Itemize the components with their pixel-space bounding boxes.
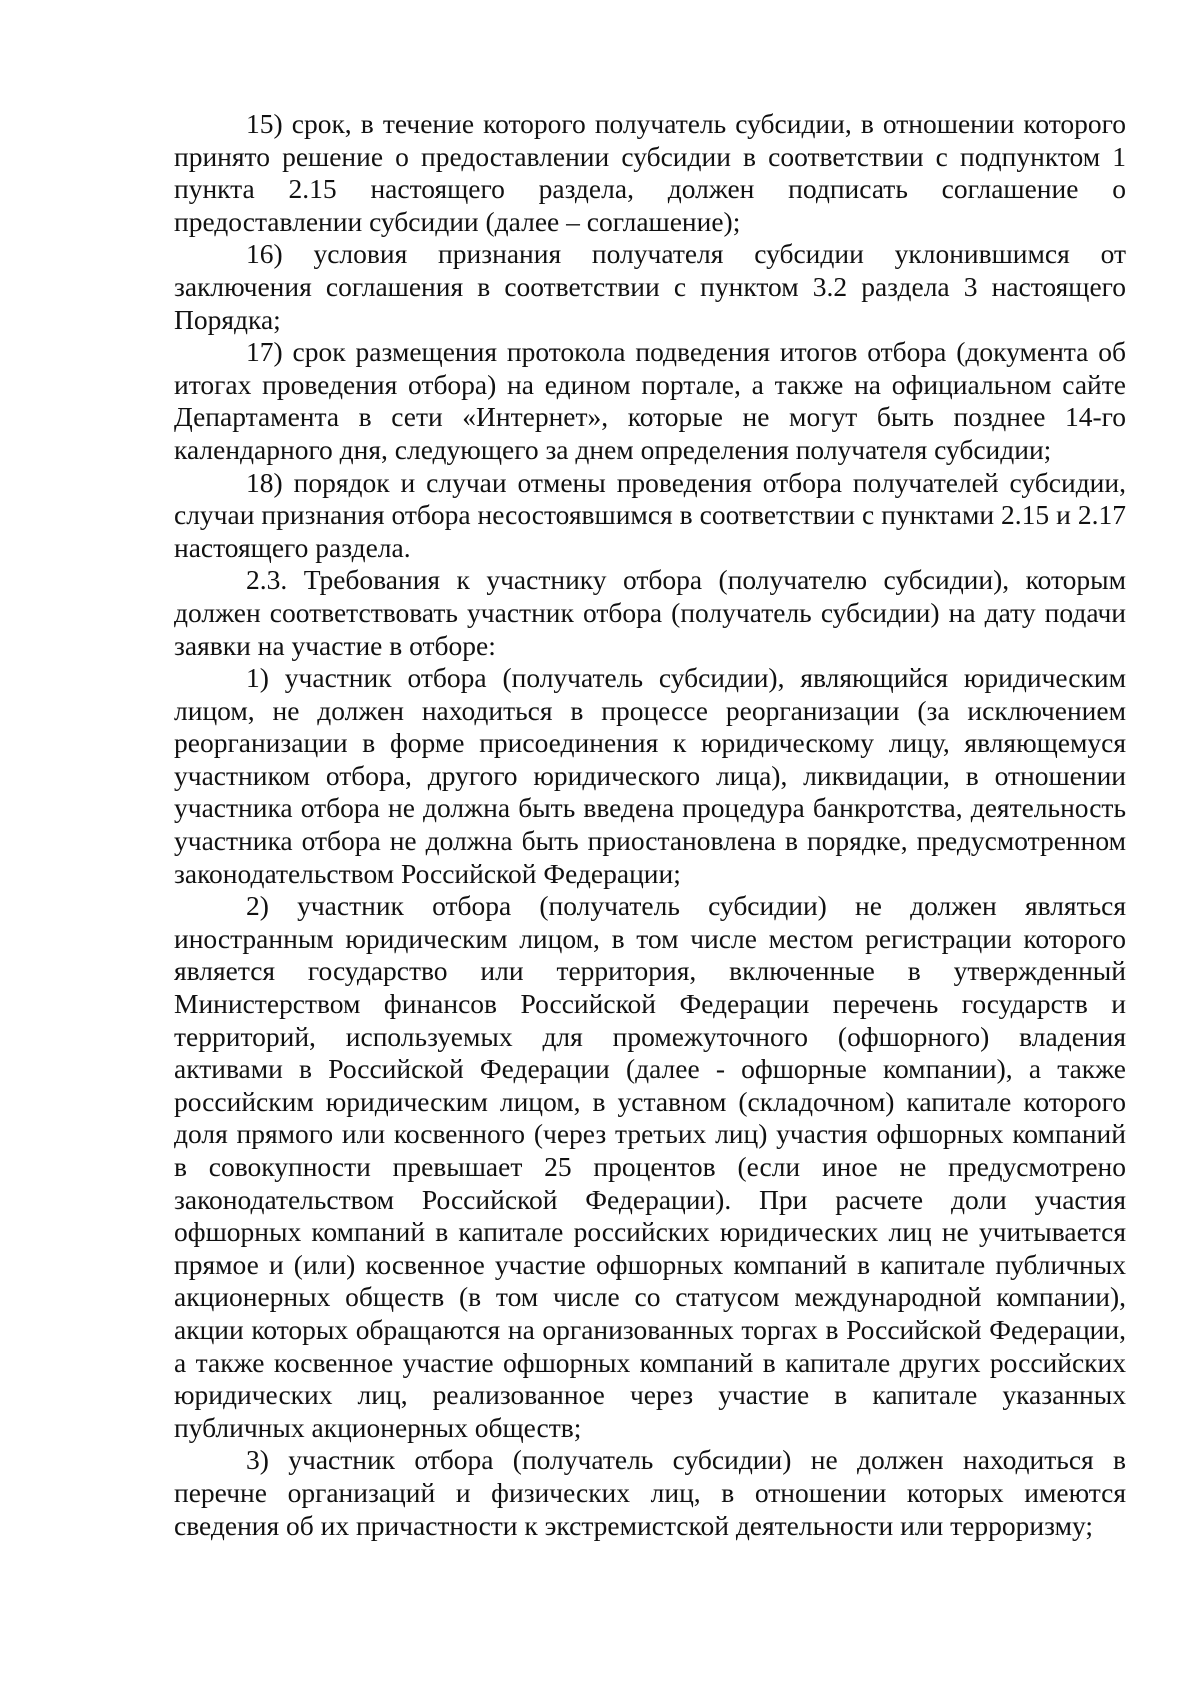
paragraph-requirement-1: 1) участник отбора (получатель субсидии), являющийся юридическим лицом, не должен находиться в процессе реорганизации (за исключением реорганизации в форме присоединения к юридическому лицу, являющемуся участником отбора, другого юридического лица), ликвидации, в отношении участника отбора не должна быть введена процедура банкротства, деятельность участника отбора не должна быть приостановлена в порядке, предусмотренном законодательством Российской Федерации; (174, 662, 1126, 889)
paragraph-item-15: 15) срок, в течение которого получатель субсидии, в отношении которого принято решение о предоставлении субсидии в соответствии с подпунктом 1 пункта 2.15 настоящего раздела, должен подписать соглашение о предоставлении субсидии (далее – соглашение); (174, 108, 1126, 237)
paragraph-requirement-3: 3) участник отбора (получатель субсидии) не должен находиться в перечне организаций и физических лиц, в отношении которых имеются сведения об их причастности к экстремистской деятельности или терроризму; (174, 1444, 1126, 1541)
paragraph-requirement-2: 2) участник отбора (получатель субсидии) не должен являться иностранным юридическим лицом, в том числе местом регистрации которого является государство или территория, включенные в утвержденный Министерством финансов Российской Федерации перечень государств и территорий, используемых для промежуточного (офшорного) владения активами в Российской Федерации (далее - офшорные компании), а также российским юридическим лицом, в уставном (складочном) капитале которого доля прямого или косвенного (через третьих лиц) участия офшорных компаний в совокупности превышает 25 процентов (если иное не предусмотрено законодательством Российской Федерации). При расчете доли участия офшорных компаний в капитале российских юридических лиц не учитывается прямое и (или) косвенное участие офшорных компаний в капитале публичных акционерных обществ (в том числе со статусом международной компании), акции которых обращаются на организованных торгах в Российской Федерации, а также косвенное участие офшорных компаний в капитале других российских юридических лиц, реализованное через участие в капитале указанных публичных акционерных обществ; (174, 890, 1126, 1443)
paragraph-item-17: 17) срок размещения протокола подведения итогов отбора (документа об итогах проведения отбора) на едином портале, а также на официальном сайте Департамента в сети «Интернет», которые не могут быть позднее 14-го календарного дня, следующего за днем определения получателя субсидии; (174, 336, 1126, 465)
paragraph-section-2-3: 2.3. Требования к участнику отбора (получателю субсидии), которым должен соответствовать участник отбора (получатель субсидии) на дату подачи заявки на участие в отборе: (174, 564, 1126, 661)
paragraph-item-16: 16) условия признания получателя субсидии уклонившимся от заключения соглашения в соответствии с пунктом 3.2 раздела 3 настоящего Порядка; (174, 238, 1126, 335)
document-page (174, 108, 1126, 1542)
paragraph-item-18: 18) порядок и случаи отмены проведения отбора получателей субсидии, случаи признания отбора несостоявшимся в соответствии с пунктами 2.15 и 2.17 настоящего раздела. (174, 466, 1126, 563)
